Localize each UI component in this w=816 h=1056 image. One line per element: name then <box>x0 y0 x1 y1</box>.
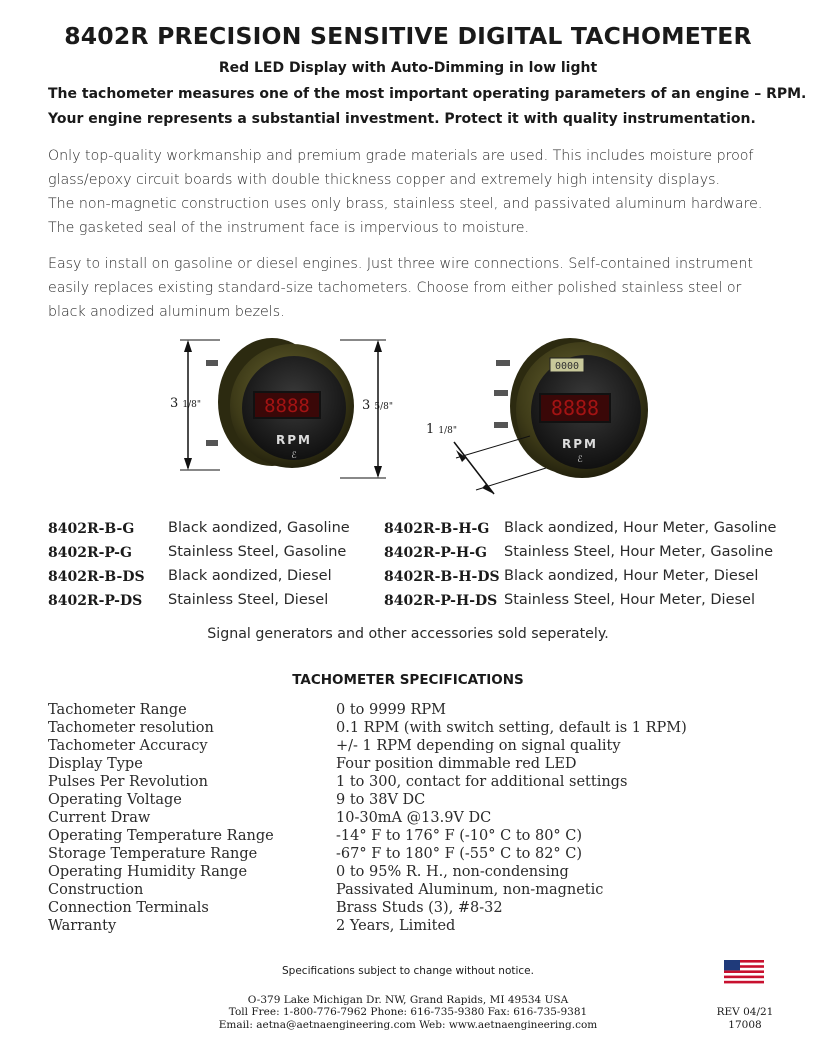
spec-row <box>48 702 768 720</box>
spec-label: Connection Terminals <box>48 900 209 916</box>
model-description: Black aondized, Gasoline <box>168 520 350 536</box>
spec-label: Pulses Per Revolution <box>48 774 208 790</box>
hour-meter-digits: 0000 <box>554 361 580 372</box>
paragraph-line: easily replaces existing standard-size tachometers. Choose from either polished stainless steel or <box>48 280 742 296</box>
model-code: 8402R-P-H-G <box>384 545 487 561</box>
spec-row <box>48 738 768 756</box>
footer-phones: Toll Free: 1-800-776-7962 Phone: 616-735-9380 Fax: 616-735-9381 <box>228 1006 588 1018</box>
spec-label: Construction <box>48 882 144 898</box>
model-description: Stainless Steel, Diesel <box>168 592 329 608</box>
spec-row <box>48 864 768 882</box>
spec-value: 0 to 95% R. H., non-condensing <box>336 864 569 880</box>
logo-mark: ℰ <box>291 451 297 461</box>
spec-value: 1 to 300, contact for additional settings <box>336 774 628 790</box>
spec-row <box>48 756 768 774</box>
spec-row <box>48 882 768 900</box>
gauge-front-view <box>206 338 354 468</box>
gauge-angled-view <box>494 338 648 478</box>
spec-value: -14° F to 176° F (-10° C to 80° C) <box>336 828 583 844</box>
spec-row <box>48 900 768 918</box>
footer-email-web: Email: aetna@aetnaengineering.com Web: www.aetnaengineering.com <box>218 1019 598 1031</box>
model-description: Black aondized, Hour Meter, Gasoline <box>504 520 777 536</box>
model-code: 8402R-P-H-DS <box>384 593 498 609</box>
spec-value: +/- 1 RPM depending on signal quality <box>336 738 621 754</box>
spec-label: Tachometer Accuracy <box>48 738 208 754</box>
paragraph-line: The non-magnetic construction uses only brass, stainless steel, and passivated aluminum hardware. <box>48 196 763 212</box>
rpm-label: RPM <box>276 433 312 447</box>
paragraph-line: Easy to install on gasoline or diesel engines. Just three wire connections. Self-contained instrument <box>48 256 753 272</box>
model-description: Stainless Steel, Gasoline <box>168 544 347 560</box>
rpm-label: RPM <box>562 437 598 451</box>
model-code: 8402R-B-H-DS <box>384 569 500 585</box>
model-description: Stainless Steel, Hour Meter, Diesel <box>504 592 756 608</box>
spec-value: -67° F to 180° F (-55° C to 82° C) <box>336 846 583 862</box>
spec-label: Tachometer resolution <box>48 720 214 736</box>
model-code: 8402R-B-H-G <box>384 521 490 537</box>
spec-label: Storage Temperature Range <box>48 846 258 862</box>
logo-mark: ℰ <box>577 455 583 465</box>
spec-row <box>48 846 768 864</box>
model-code: 8402R-B-DS <box>48 569 145 585</box>
accessories-note: Signal generators and other accessories sold seperately. <box>207 626 609 642</box>
spec-label: Operating Humidity Range <box>48 864 248 880</box>
model-code: 8402R-P-DS <box>48 593 143 609</box>
spec-value: 2 Years, Limited <box>336 918 456 934</box>
model-description: Stainless Steel, Hour Meter, Gasoline <box>504 544 774 560</box>
dim-label-depth: 1 1/8" <box>426 422 458 437</box>
footer-disclaimer: Specifications subject to change without notice. <box>282 965 534 977</box>
spec-label: Tachometer Range <box>48 702 187 718</box>
led-digits: 8888 <box>264 395 310 417</box>
model-description: Black aondized, Hour Meter, Diesel <box>504 568 759 584</box>
spec-value: 10-30mA @13.9V DC <box>336 810 492 826</box>
paragraph-line: black anodized aluminum bezels. <box>48 304 285 320</box>
intro-line-2: Your engine represents a substantial investment. Protect it with quality instrumentation. <box>48 111 756 127</box>
dim-label-height-a: 3 1/8" <box>170 396 202 411</box>
spec-value: Brass Studs (3), #8-32 <box>336 900 503 916</box>
revision-label: REV 04/21 <box>716 1006 774 1018</box>
document-number: 17008 <box>728 1019 762 1031</box>
paragraph-materials <box>48 144 808 240</box>
spec-value: 0 to 9999 RPM <box>336 702 447 718</box>
us-flag-icon <box>724 960 764 984</box>
spec-row <box>48 792 768 810</box>
dim-label-height-b: 3 5/8" <box>362 398 394 413</box>
spec-row <box>48 918 768 936</box>
model-description: Black aondized, Diesel <box>168 568 332 584</box>
spec-label: Operating Voltage <box>48 792 182 808</box>
model-code: 8402R-P-G <box>48 545 132 561</box>
spec-row <box>48 810 768 828</box>
spec-value: Four position dimmable red LED <box>336 756 577 772</box>
model-code: 8402R-B-G <box>48 521 135 537</box>
spec-label: Operating Temperature Range <box>48 828 274 844</box>
document-title: 8402R PRECISION SENSITIVE DIGITAL TACHOMETER <box>64 22 752 50</box>
spec-value: 0.1 RPM (with switch setting, default is 1 RPM) <box>336 720 687 736</box>
spec-value: Passivated Aluminum, non-magnetic <box>336 882 604 898</box>
spec-label: Warranty <box>48 918 117 934</box>
document-subtitle: Red LED Display with Auto-Dimming in low light <box>218 60 598 76</box>
intro-line-1: The tachometer measures one of the most important operating parameters of an engine – RPM. <box>48 86 807 102</box>
tachometer-diagram <box>160 330 660 505</box>
paragraph-line: Only top-quality workmanship and premium grade materials are used. This includes moisture proof <box>48 148 754 164</box>
spec-row <box>48 828 768 846</box>
paragraph-line: glass/epoxy circuit boards with double thickness copper and extremely high intensity displays. <box>48 172 721 188</box>
led-digits: 8888 <box>550 396 600 420</box>
spec-label: Display Type <box>48 756 143 772</box>
paragraph-installation <box>48 252 808 324</box>
spec-row <box>48 774 768 792</box>
spec-value: 9 to 38V DC <box>336 792 426 808</box>
spec-row <box>48 720 768 738</box>
paragraph-line: The gasketed seal of the instrument face is impervious to moisture. <box>48 220 530 236</box>
spec-label: Current Draw <box>48 810 151 826</box>
footer-address: O-379 Lake Michigan Dr. NW, Grand Rapids, MI 49534 USA <box>247 994 569 1006</box>
specifications-heading: TACHOMETER SPECIFICATIONS <box>292 672 524 688</box>
